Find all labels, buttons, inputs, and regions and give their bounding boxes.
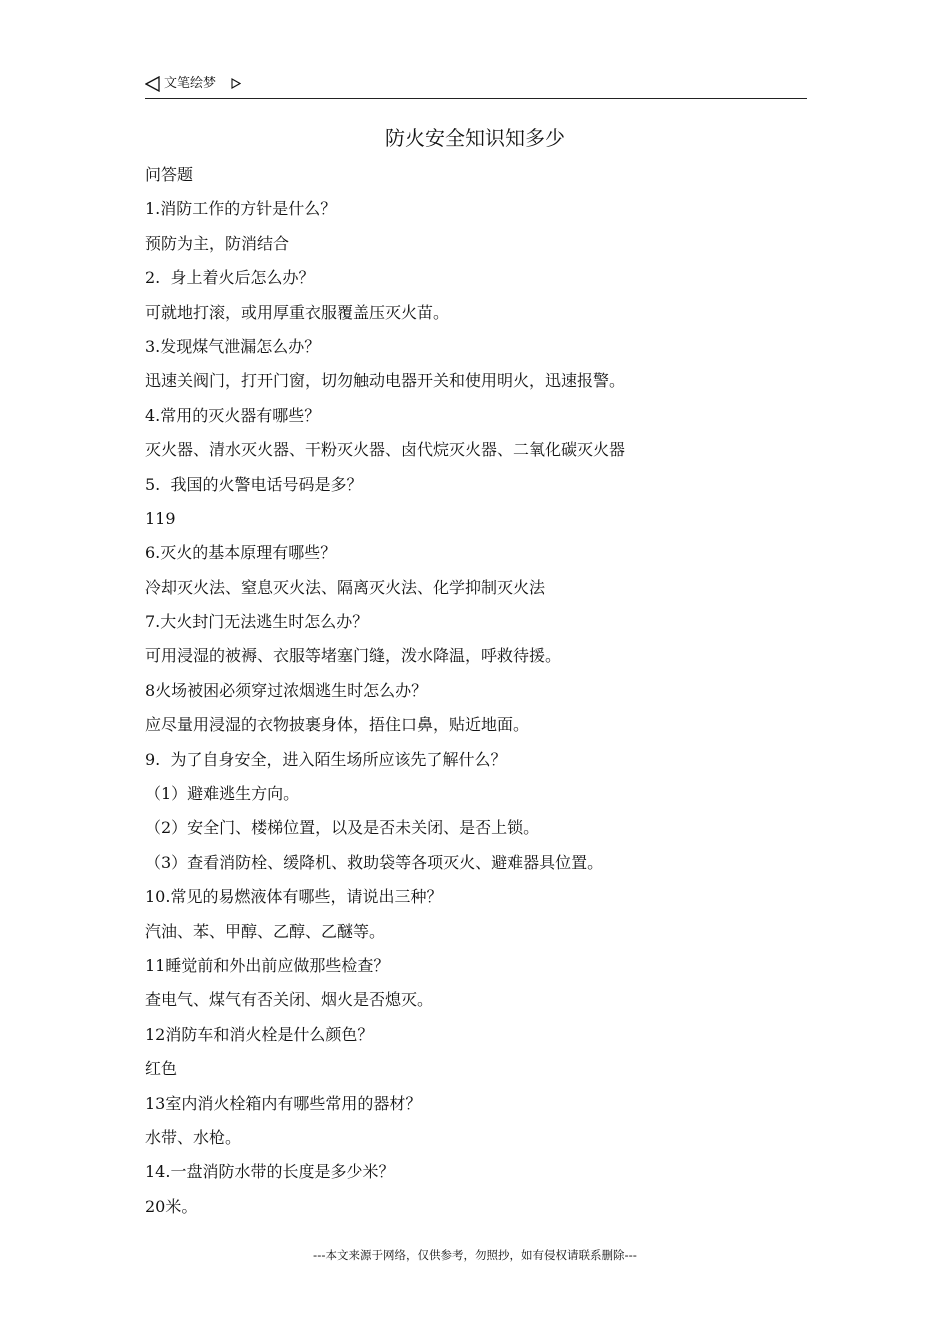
question-5: 5. 我国的火警电话号码是多？ bbox=[145, 474, 363, 494]
right-triangle-icon bbox=[231, 78, 241, 89]
answer-9-item-2: （2）安全门、楼梯位置，以及是否未关闭、是否上锁。 bbox=[145, 818, 540, 838]
answer-9-item-1: （1）避难逃生方向。 bbox=[145, 784, 300, 804]
question-4: 4.常用的灭火器有哪些？ bbox=[145, 405, 321, 425]
answer-1: 预防为主，防消结合 bbox=[145, 233, 290, 253]
left-triangle-icon bbox=[145, 76, 161, 92]
answer-6: 冷却灭火法、窒息灭火法、隔离灭火法、化学抑制灭火法 bbox=[145, 577, 546, 597]
answer-13: 水带、水枪。 bbox=[145, 1127, 242, 1147]
answer-10: 汽油、苯、甲醇、乙醇、乙醚等。 bbox=[145, 921, 386, 941]
answer-2: 可就地打滚，或用厚重衣服覆盖压灭火苗。 bbox=[145, 302, 450, 322]
page-header bbox=[145, 74, 807, 99]
answer-8: 应尽量用浸湿的衣物披裹身体，捂住口鼻，贴近地面。 bbox=[145, 715, 530, 735]
answer-12: 红色 bbox=[145, 1059, 178, 1079]
answer-4: 灭火器、清水灭火器、干粉灭火器、卤代烷灭火器、二氧化碳灭火器 bbox=[145, 440, 626, 460]
page-footer: ---本文来源于网络，仅供参考，勿照抄，如有侵权请联系删除--- bbox=[313, 1248, 637, 1262]
answer-3: 迅速关阀门，打开门窗，切勿触动电器开关和使用明火，迅速报警。 bbox=[145, 371, 626, 391]
question-9: 9. 为了自身安全，进入陌生场所应该先了解什么？ bbox=[145, 749, 507, 769]
question-3: 3.发现煤气泄漏怎么办？ bbox=[145, 336, 321, 356]
question-1: 1.消防工作的方针是什么？ bbox=[145, 199, 337, 219]
question-10: 10.常见的易燃液体有哪些，请说出三种？ bbox=[145, 887, 443, 907]
question-7: 7.大火封门无法逃生时怎么办？ bbox=[145, 612, 369, 632]
question-2: 2. 身上着火后怎么办？ bbox=[145, 268, 315, 288]
document-title: 防火安全知识知多少 bbox=[385, 126, 565, 150]
question-6: 6.灭火的基本原理有哪些？ bbox=[145, 543, 337, 563]
question-13: 13室内消火栓箱内有哪些常用的器材？ bbox=[145, 1093, 422, 1113]
answer-7: 可用浸湿的被褥、衣服等堵塞门缝，泼水降温，呼救待援。 bbox=[145, 646, 562, 666]
question-11: 11睡觉前和外出前应做那些检查？ bbox=[145, 955, 390, 975]
question-14: 14.一盘消防水带的长度是多少米？ bbox=[145, 1162, 395, 1182]
question-8: 8火场被困必须穿过浓烟逃生时怎么办？ bbox=[145, 680, 428, 700]
answer-11: 查电气、煤气有否关闭、烟火是否熄灭。 bbox=[145, 990, 434, 1010]
answer-5: 119 bbox=[145, 508, 176, 528]
answer-14: 20米。 bbox=[145, 1196, 198, 1216]
section-heading: 问答题 bbox=[145, 165, 194, 184]
document-body bbox=[145, 158, 807, 1224]
question-12: 12消防车和消火栓是什么颜色？ bbox=[145, 1024, 374, 1044]
answer-9-item-3: （3）查看消防栓、缓降机、救助袋等各项灭火、避难器具位置。 bbox=[145, 852, 604, 872]
header-brand: 文笔绘梦 bbox=[164, 76, 217, 91]
